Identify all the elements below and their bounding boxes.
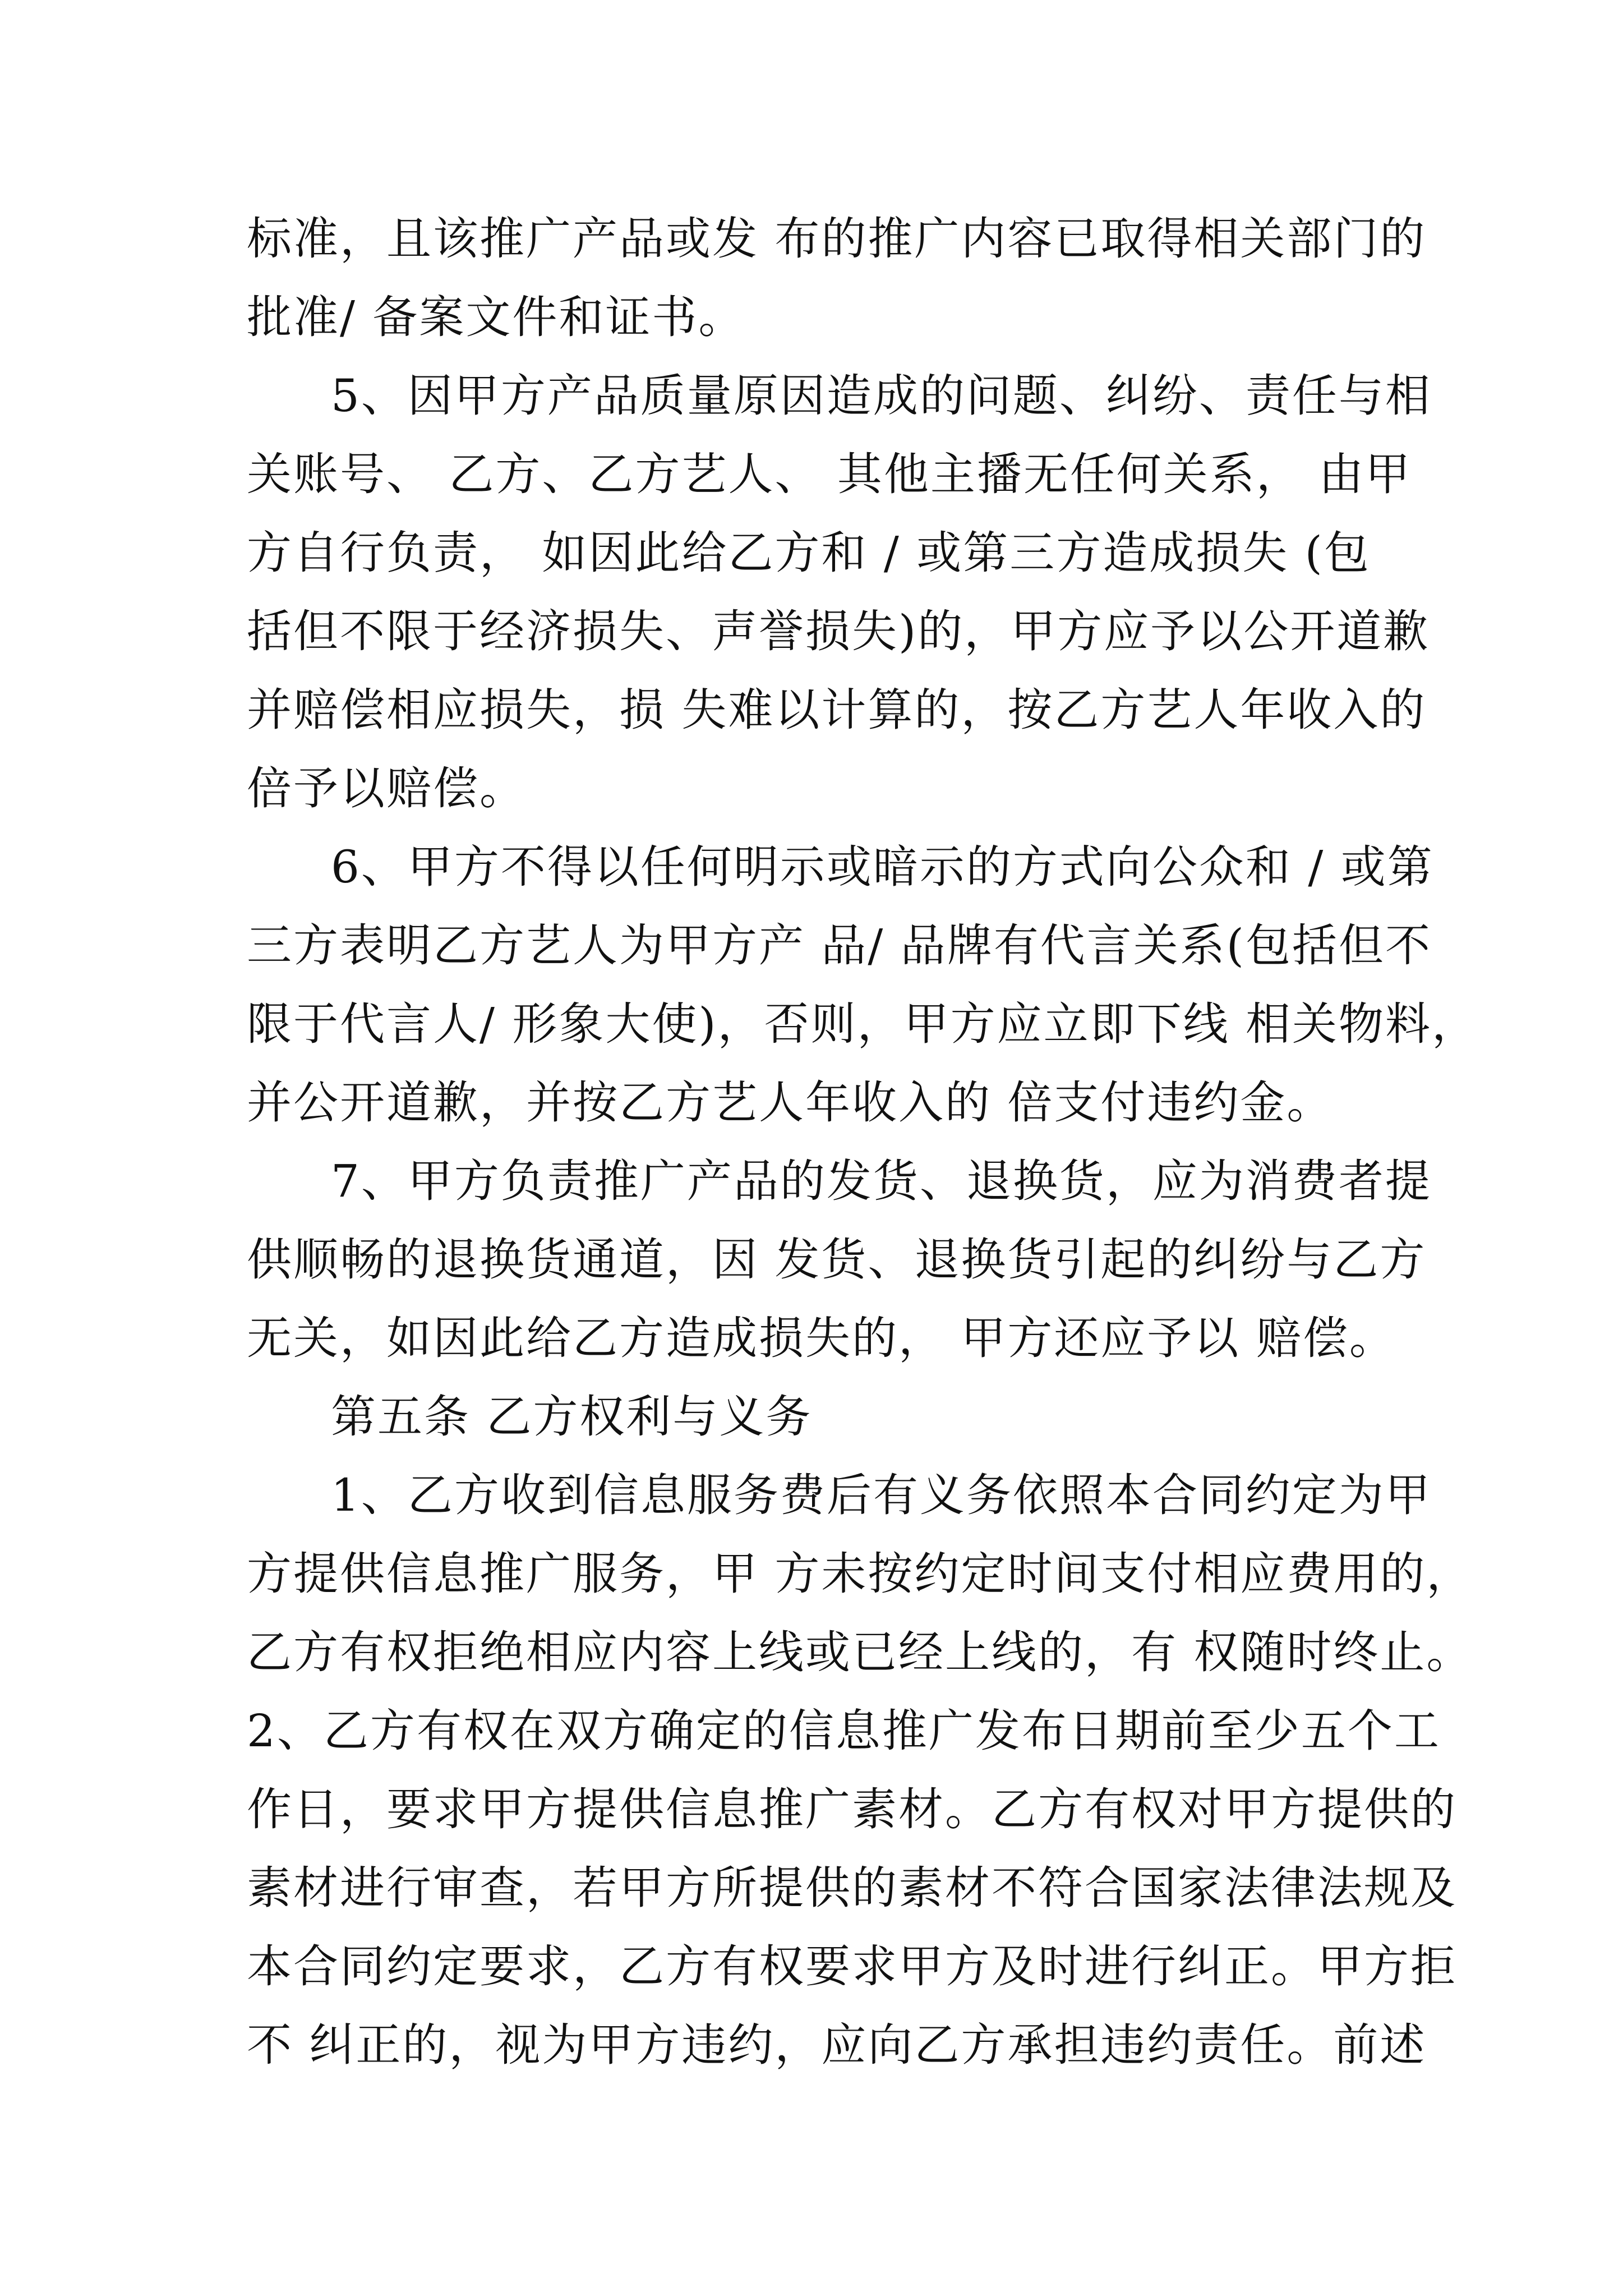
text-line: 方提供信息推广服务，甲 方未按约定时间支付相应费用的， bbox=[247, 1548, 1473, 1600]
paragraph-5-start: 5、因甲方产品质量原因造成的问题、纠纷、责任与相 bbox=[331, 370, 1432, 422]
text-line: 倍予以赔偿。 bbox=[247, 762, 526, 815]
text-line: 并公开道歉，并按乙方艺人年收入的 倍支付违约金。 bbox=[247, 1076, 1334, 1129]
text-line: 作日，要求甲方提供信息推广素材。乙方有权对甲方提供的 bbox=[247, 1783, 1457, 1835]
text-line: 标准，且该推广产品或发 布的推广内容已取得相关部门的 bbox=[247, 213, 1427, 265]
text-line: 并赔偿相应损失，损 失难以计算的，按乙方艺人年收入的 bbox=[247, 684, 1427, 736]
paragraph-6-start: 6、甲方不得以任何明示或暗示的方式向公众和 / 或第 bbox=[331, 841, 1434, 893]
text-line: 方自行负责， 如因此给乙方和 / 或第三方造成损失 (包 bbox=[247, 527, 1371, 579]
paragraph-1-start: 1、乙方收到信息服务费后有义务依照本合同约定为甲 bbox=[331, 1469, 1432, 1521]
paragraph-2-start: 2、乙方有权在双方确定的信息推广发布日期前至少五个工 bbox=[247, 1705, 1441, 1757]
text-line: 素材进行审查，若甲方所提供的素材不符合国家法律法规及 bbox=[247, 1862, 1457, 1914]
text-line: 本合同约定要求，乙方有权要求甲方及时进行纠正。甲方拒 bbox=[247, 1940, 1457, 1993]
section-heading: 第五条 乙方权利与义务 bbox=[331, 1391, 813, 1443]
text-line: 括但不限于经济损失、声誉损失)的，甲方应予以公开道歉 bbox=[247, 605, 1430, 657]
text-line: 关账号、 乙方、乙方艺人、 其他主播无任何关系， 由甲 bbox=[247, 448, 1412, 500]
paragraph-7-start: 7、甲方负责推广产品的发货、退换货，应为消费者提 bbox=[331, 1155, 1432, 1207]
text-line: 三方表明乙方艺人为甲方产 品/ 品牌有代言关系(包括但不 bbox=[247, 919, 1432, 972]
text-line: 乙方有权拒绝相应内容上线或已经上线的，有 权随时终止。 bbox=[247, 1626, 1473, 1678]
text-line: 不 纠正的，视为甲方违约，应向乙方承担违约责任。前述 bbox=[247, 2019, 1427, 2071]
text-line: 限于代言人/ 形象大使)，否则，甲方应立即下线 相关物料， bbox=[247, 998, 1479, 1050]
text-line: 无关，如因此给乙方造成损失的， 甲方还应予以 赔偿。 bbox=[247, 1312, 1396, 1364]
text-line: 供顺畅的退换货通道，因 发货、退换货引起的纠纷与乙方 bbox=[247, 1234, 1427, 1286]
text-line: 批准/ 备案文件和证书。 bbox=[247, 291, 745, 343]
